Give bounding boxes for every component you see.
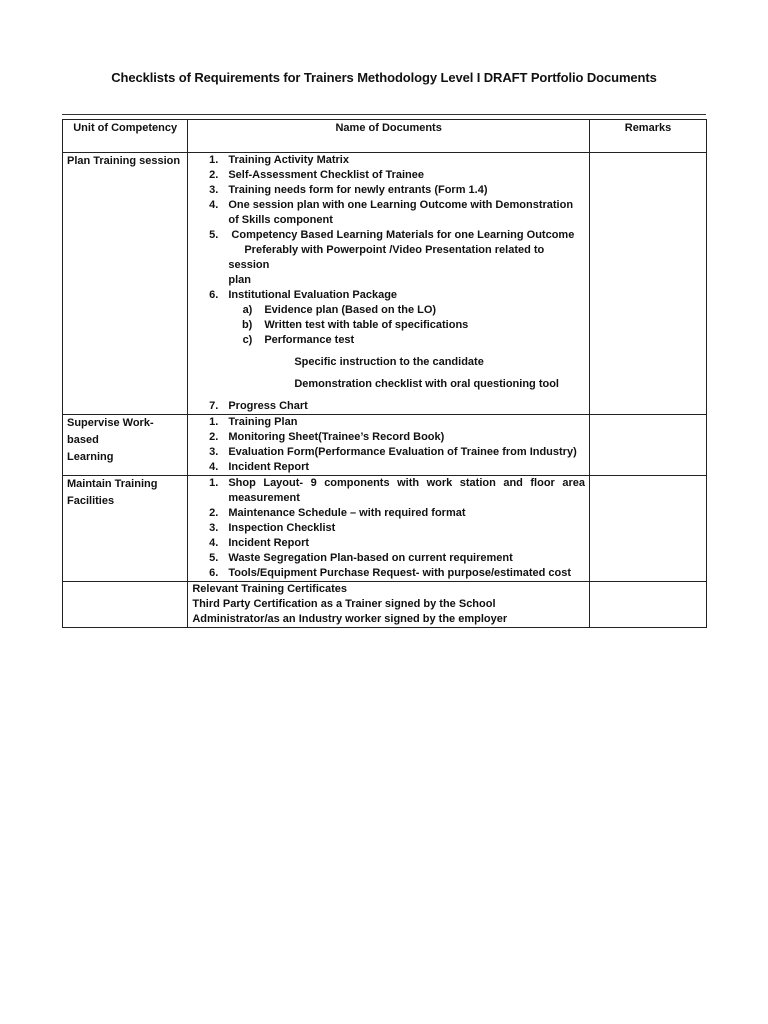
list-item: 2. Maintenance Schedule – with required format (209, 507, 466, 519)
list-item: 1. Shop Layout- 9 components with work station and floor area measurement (209, 477, 585, 504)
list-item: 1. Training Plan (209, 416, 298, 428)
unit-cell (63, 153, 188, 415)
bullet-item: Demonstration checklist with oral questioning tool (192, 377, 585, 392)
documents-cell (188, 415, 590, 476)
list-item: 1. Training Activity Matrix (209, 154, 349, 166)
remarks-cell (589, 476, 706, 582)
list-item: 6. Institutional Evaluation Package (209, 289, 398, 301)
sub-list-item: a) Evidence plan (Based on the LO) (242, 304, 437, 316)
requirements-table (62, 119, 707, 628)
unit-cell (63, 582, 188, 628)
list-item: 4. One session plan with one Learning Outcome with Demonstration of Skills component (209, 199, 574, 226)
table-row (63, 153, 707, 415)
unit-label: Facilities (67, 495, 115, 507)
list-item: 5. Waste Segregation Plan-based on current requirement (209, 552, 513, 564)
remarks-cell (589, 153, 706, 415)
list-item: 4. Incident Report (209, 537, 310, 549)
list-item: 6. Tools/Equipment Purchase Request- with purpose/estimated cost (209, 567, 572, 579)
list-item: 2. Self-Assessment Checklist of Trainee (209, 169, 424, 181)
table-header-row (63, 120, 707, 153)
title-divider (62, 114, 706, 115)
bullet-icon (272, 355, 294, 370)
list-item: 3. Inspection Checklist (209, 522, 336, 534)
documents-cell (188, 476, 590, 582)
certificate-line: Relevant Training Certificates (192, 583, 348, 595)
documents-cell (188, 153, 590, 415)
table-row (63, 582, 707, 628)
unit-label: Plan Training session (67, 155, 181, 167)
sub-list-item: b) Written test with table of specifications (241, 319, 469, 331)
table-row (63, 476, 707, 582)
remarks-cell (589, 415, 706, 476)
document-title: Checklists of Requirements for Trainers Methodology Level I DRAFT Portfolio Documents (111, 70, 657, 85)
unit-cell (63, 415, 188, 476)
bullet-icon (272, 377, 294, 392)
unit-label: Supervise Work-based (67, 417, 154, 446)
unit-label: Maintain Training (67, 478, 158, 490)
list-item: 4. Incident Report (209, 461, 310, 473)
list-item: 3. Training needs form for newly entrants (Form 1.4) (209, 184, 488, 196)
list-item: 3. Evaluation Form(Performance Evaluation of Trainee from Industry) (209, 446, 577, 458)
list-item: 2. Monitoring Sheet(Trainee’s Record Book) (209, 431, 445, 443)
remarks-cell (589, 582, 706, 628)
sub-list-item: c) Performance test (242, 334, 355, 346)
list-item: 7. Progress Chart (209, 400, 308, 412)
certificate-line: Third Party Certification as a Trainer signed by the School Administrator/as an Industry worker signed by the employer (192, 598, 508, 625)
table-row (63, 415, 707, 476)
bullet-item: Specific instruction to the candidate (192, 355, 585, 370)
header-remarks: Remarks (589, 120, 706, 153)
header-unit-of-competency: Unit of Competency (63, 120, 188, 153)
unit-cell (63, 476, 188, 582)
documents-cell (188, 582, 590, 628)
list-item: 5. Competency Based Learning Materials for one Learning Outcome Preferably with Powerpoint /Video Presentation related to session plan (209, 229, 575, 286)
header-name-of-documents: Name of Documents (188, 120, 590, 153)
unit-label: Learning (67, 451, 114, 463)
